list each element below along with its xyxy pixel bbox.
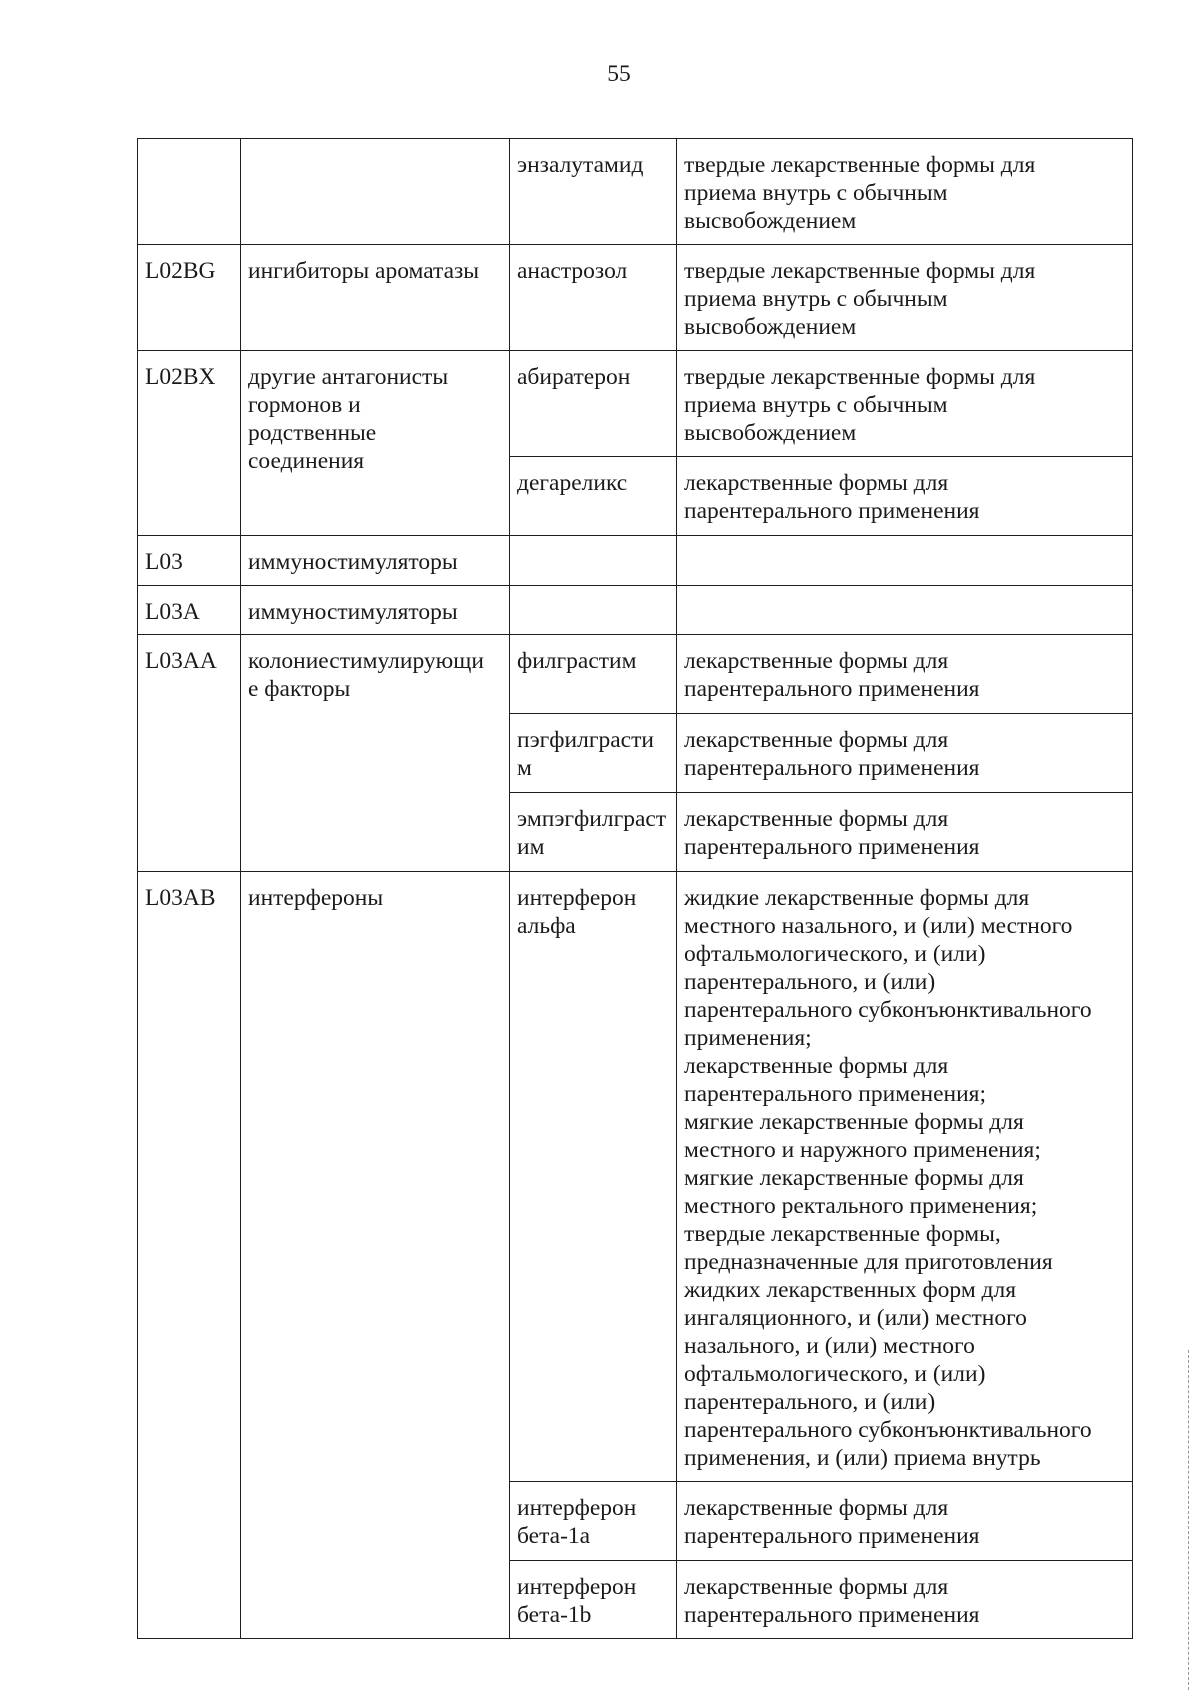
dosage-form-line: применения, и (или) приема внутрь — [684, 1445, 1041, 1471]
drug-name-cell — [510, 245, 677, 351]
dosage-form-cell — [677, 139, 1133, 245]
group-name-cell — [241, 872, 510, 1639]
page-number: 55 — [607, 61, 631, 87]
dosage-form-cell — [677, 635, 1133, 714]
group-name-line: иммуностимуляторы — [248, 599, 458, 625]
atc-code-cell — [138, 245, 241, 351]
drug-name-cell — [510, 872, 677, 1482]
drug-name-line: абиратерон — [517, 364, 631, 390]
dosage-form-cell — [677, 1482, 1133, 1561]
drug-name-line: бета-1a — [517, 1523, 591, 1549]
dosage-form-line: парентерального субконъюнктивального — [684, 1417, 1092, 1443]
drug-name-cell — [510, 536, 677, 586]
dosage-form-cell — [677, 872, 1133, 1482]
dosage-form-line: местного ректального применения; — [684, 1193, 1038, 1219]
group-name-cell — [241, 536, 510, 586]
table-row — [138, 139, 1133, 245]
dosage-form-line: парентерального применения; — [684, 1081, 987, 1107]
table-row — [138, 351, 1133, 457]
group-name-cell — [241, 245, 510, 351]
dosage-form-line: парентерального, и (или) — [684, 969, 936, 995]
group-name-line: ингибиторы ароматазы — [248, 258, 480, 284]
dosage-form-line: высвобождением — [684, 208, 857, 234]
dosage-form-line: лекарственные формы для — [684, 727, 949, 753]
dosage-form-line: офтальмологического, и (или) — [684, 1361, 986, 1387]
dosage-form-line: лекарственные формы для — [684, 806, 949, 832]
dosage-form-line: парентерального, и (или) — [684, 1389, 936, 1415]
drug-name-cell — [510, 635, 677, 714]
drug-name-cell — [510, 139, 677, 245]
dosage-form-line: парентерального применения — [684, 676, 980, 702]
group-name-cell — [241, 586, 510, 635]
atc-code: L03A — [145, 599, 200, 625]
table-row — [138, 586, 1133, 635]
drug-name-cell — [510, 793, 677, 872]
dosage-form-line: приема внутрь с обычным — [684, 180, 948, 206]
drug-name-line: альфа — [517, 913, 576, 939]
table-row — [138, 635, 1133, 714]
dosage-form-line: парентерального применения — [684, 755, 980, 781]
dosage-form-line: назального, и (или) местного — [684, 1333, 975, 1359]
table-row — [138, 245, 1133, 351]
group-name-line: е факторы — [248, 676, 351, 702]
dosage-form-line: лекарственные формы для — [684, 1495, 949, 1521]
dosage-form-line: жидких лекарственных форм для — [684, 1277, 1017, 1303]
drug-name-line: дегареликс — [517, 470, 628, 496]
atc-code-cell — [138, 351, 241, 536]
drug-name-line: интерферон — [517, 1574, 637, 1600]
dosage-form-line: предназначенные для приготовления — [684, 1249, 1053, 1275]
dosage-form-line: лекарственные формы для — [684, 1053, 949, 1079]
drug-name-cell — [510, 714, 677, 793]
atc-code: L03 — [145, 549, 183, 575]
dosage-form-line: парентерального субконъюнктивального — [684, 997, 1092, 1023]
dosage-form-line: жидкие лекарственные формы для — [684, 885, 1030, 911]
dosage-form-line: мягкие лекарственные формы для — [684, 1165, 1024, 1191]
dosage-form-line: высвобождением — [684, 314, 857, 340]
dosage-form-line: местного и наружного применения; — [684, 1137, 1041, 1163]
dosage-form-line: лекарственные формы для — [684, 648, 949, 674]
drug-classification-table — [137, 138, 1133, 1639]
atc-code: L03AA — [145, 648, 217, 674]
group-name-line: другие антагонисты — [248, 364, 449, 390]
drug-name-cell — [510, 457, 677, 536]
dosage-form-line: приема внутрь с обычным — [684, 392, 948, 418]
group-name-line: родственные — [248, 420, 377, 446]
drug-name-line: эмпэгфилграст — [517, 806, 667, 832]
dosage-form-cell — [677, 714, 1133, 793]
drug-name-line: бета-1b — [517, 1602, 592, 1628]
dosage-form-cell — [677, 1561, 1133, 1639]
atc-code: L03AB — [145, 885, 216, 911]
atc-code-cell — [138, 536, 241, 586]
atc-code: L02BG — [145, 258, 216, 284]
dosage-form-line: парентерального применения — [684, 498, 980, 524]
dosage-form-line: парентерального применения — [684, 1523, 980, 1549]
scan-edge-line — [1188, 1350, 1189, 1690]
drug-name-line: энзалутамид — [517, 152, 644, 178]
drug-name-line: им — [517, 834, 545, 860]
dosage-form-line: мягкие лекарственные формы для — [684, 1109, 1024, 1135]
atc-code: L02BX — [145, 364, 216, 390]
drug-name-cell — [510, 1482, 677, 1561]
table-row — [138, 872, 1133, 1482]
dosage-form-line: твердые лекарственные формы для — [684, 258, 1036, 284]
dosage-form-line: высвобождением — [684, 420, 857, 446]
atc-code-cell — [138, 872, 241, 1639]
dosage-form-line: лекарственные формы для — [684, 1574, 949, 1600]
drug-name-line: анастрозол — [517, 258, 628, 284]
drug-name-line: интерферон — [517, 1495, 637, 1521]
group-name-line: интерфероны — [248, 885, 384, 911]
dosage-form-line: парентерального применения — [684, 1602, 980, 1628]
atc-code-cell — [138, 139, 241, 245]
group-name-cell — [241, 635, 510, 872]
dosage-form-line: твердые лекарственные формы для — [684, 152, 1036, 178]
group-name-line: иммуностимуляторы — [248, 549, 458, 575]
group-name-line: соединения — [248, 448, 365, 474]
dosage-form-line: парентерального применения — [684, 834, 980, 860]
dosage-form-line: приема внутрь с обычным — [684, 286, 948, 312]
dosage-form-cell — [677, 245, 1133, 351]
atc-code-cell — [138, 586, 241, 635]
drug-name-cell — [510, 1561, 677, 1639]
dosage-form-line: офтальмологического, и (или) — [684, 941, 986, 967]
dosage-form-cell — [677, 536, 1133, 586]
drug-name-cell — [510, 351, 677, 457]
dosage-form-line: лекарственные формы для — [684, 470, 949, 496]
table-row — [138, 536, 1133, 586]
drug-name-line: м — [517, 755, 532, 781]
group-name-line: колониестимулирующи — [248, 648, 484, 674]
group-name-cell — [241, 351, 510, 536]
dosage-form-cell — [677, 351, 1133, 457]
dosage-form-line: твердые лекарственные формы для — [684, 364, 1036, 390]
group-name-line: гормонов и — [248, 392, 361, 418]
atc-code-cell — [138, 635, 241, 872]
dosage-form-cell — [677, 586, 1133, 635]
drug-name-line: филграстим — [517, 648, 637, 674]
dosage-form-line: ингаляционного, и (или) местного — [684, 1305, 1027, 1331]
group-name-cell — [241, 139, 510, 245]
dosage-form-cell — [677, 793, 1133, 872]
dosage-form-line: твердые лекарственные формы, — [684, 1221, 1001, 1247]
dosage-form-line: применения; — [684, 1025, 812, 1051]
dosage-form-cell — [677, 457, 1133, 536]
drug-name-line: пэгфилграсти — [517, 727, 654, 753]
dosage-form-line: местного назального, и (или) местного — [684, 913, 1073, 939]
drug-name-line: интерферон — [517, 885, 637, 911]
drug-name-cell — [510, 586, 677, 635]
